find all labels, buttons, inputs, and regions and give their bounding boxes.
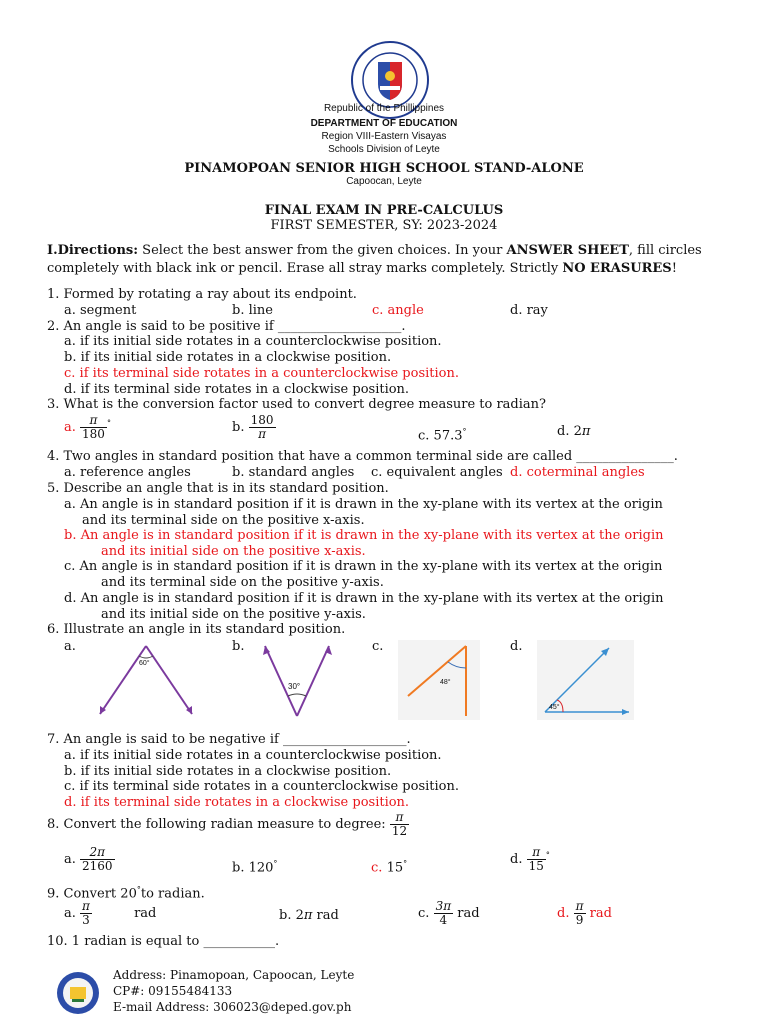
- q8-a-fraction: $\frac{2\pi}{2160}$: [82, 845, 113, 873]
- q6-label-b: b.: [232, 639, 245, 654]
- q9-option-c: c. $\frac{3\pi}{4}$ rad: [418, 899, 480, 927]
- header-division: Schools Division of Leyte: [328, 144, 440, 155]
- q6-a-angle-label: 60°: [139, 660, 150, 667]
- q4-option-a: a. reference angles: [64, 465, 191, 480]
- directions-line2: completely with black ink or pencil. Erase all stray marks completely. Strictly NO ERASURES!: [47, 261, 677, 276]
- q6-c-angle-label: 48°: [440, 679, 451, 686]
- q7-option-d: d. if its terminal side rotates in a clockwise position.: [64, 795, 410, 810]
- q5-stem: 5. Describe an angle that is in its standard position.: [47, 481, 389, 496]
- q5-option-c-line2: and its terminal side on the positive y-axis.: [101, 575, 384, 590]
- footer-phone: CP#: 09155484133: [113, 984, 233, 998]
- school-name: PINAMOPOAN SENIOR HIGH SCHOOL STAND-ALONE: [184, 161, 584, 176]
- q9-option-b: b. 2π rad: [279, 908, 339, 923]
- exam-semester: FIRST SEMESTER, SY: 2023-2024: [270, 218, 498, 233]
- q9-option-d: d. $\frac{\pi}{9}$ rad: [557, 899, 612, 927]
- q6-diagram-b: [255, 640, 340, 720]
- q1-stem: 1. Formed by rotating a ray about its endpoint.: [47, 287, 357, 302]
- directions-label: I.Directions:: [47, 243, 139, 258]
- q6-b-angle-label: 30°: [288, 682, 301, 691]
- q1-option-d: d. ray: [510, 303, 548, 318]
- q2-stem: 2. An angle is said to be positive if ___________________.: [47, 319, 406, 334]
- q4-option-d: d. coterminal angles: [510, 465, 645, 480]
- q1-option-c: c. angle: [372, 303, 424, 318]
- q7-option-b: b. if its initial side rotates in a clockwise position.: [64, 764, 392, 779]
- q3-option-b: b. $\frac{180}{\pi}$: [232, 413, 274, 441]
- q3-option-c: c. 57.3°: [418, 427, 467, 444]
- q1-option-a: a. segment: [64, 303, 137, 318]
- q5-option-d-line2: and its initial side on the positive y-axis.: [101, 607, 366, 622]
- exam-title: FINAL EXAM IN PRE-CALCULUS: [264, 203, 504, 218]
- q6-label-c: c.: [372, 639, 384, 654]
- q8-option-d: d. $\frac{\pi}{15}$ °: [510, 845, 550, 873]
- q8-stem-fraction: $\frac{\pi}{12}$: [391, 810, 408, 838]
- q5-option-d-line1: d. An angle is in standard position if it is drawn in the xy-plane with its vertex at the origin: [64, 591, 664, 606]
- q2-option-c: c. if its terminal side rotates in a counterclockwise position.: [64, 366, 460, 381]
- q9-d-fraction: $\frac{\pi}{9}$: [575, 899, 584, 927]
- q9-c-fraction: $\frac{3\pi}{4}$: [435, 899, 452, 927]
- q8-option-b: b. 120°: [232, 859, 278, 876]
- q5-option-a-line2: and its terminal side on the positive x-axis.: [82, 513, 365, 528]
- header-republic: Republic of the Phillippines: [323, 103, 445, 114]
- q6-stem: 6. Illustrate an angle in its standard position.: [47, 622, 346, 637]
- q7-option-c: c. if its terminal side rotates in a counterclockwise position.: [64, 779, 460, 794]
- q8-stem: 8. Convert the following radian measure to degree: $\frac{\pi}{12}$: [47, 810, 408, 838]
- footer-address: Address: Pinamopoan, Capoocan, Leyte: [113, 968, 355, 982]
- q8-option-a: a. $\frac{2\pi}{2160}$: [64, 845, 113, 873]
- school-logo: [56, 971, 100, 1015]
- q6-label-a: a.: [64, 639, 76, 654]
- q7-stem: 7. An angle is said to be negative if ___________________.: [47, 732, 411, 747]
- header-region: Region VIII-Eastern Visayas: [321, 131, 447, 142]
- q5-option-b-line2: and its initial side on the positive x-axis.: [101, 544, 366, 559]
- q2-option-a: a. if its initial side rotates in a counterclockwise position.: [64, 334, 442, 349]
- school-location: Capoocan, Leyte: [346, 176, 422, 187]
- q7-option-a: a. if its initial side rotates in a counterclockwise position.: [64, 748, 442, 763]
- q4-stem: 4. Two angles in standard position that have a common terminal side are called _______________.: [47, 449, 678, 464]
- q2-option-b: b. if its initial side rotates in a clockwise position.: [64, 350, 392, 365]
- q5-option-b-line1: b. An angle is in standard position if it is drawn in the xy-plane with its vertex at the origin: [64, 528, 664, 543]
- q4-option-b: b. standard angles: [232, 465, 355, 480]
- q5-option-c-line1: c. An angle is in standard position if it is drawn in the xy-plane with its vertex at the origin: [64, 559, 663, 574]
- q8-option-c: c. 15°: [371, 859, 408, 876]
- q5-option-a-line1: a. An angle is in standard position if it is drawn in the xy-plane with its vertex at the origin: [64, 497, 663, 512]
- q3-option-d: d. 2π: [557, 424, 591, 439]
- q6-diagram-a: [90, 640, 202, 720]
- q3-stem: 3. What is the conversion factor used to convert degree measure to radian?: [47, 397, 547, 412]
- q4-option-c: c. equivalent angles: [371, 465, 503, 480]
- q6-diagram-c: [398, 640, 480, 720]
- q9-stem: 9. Convert 20°to radian.: [47, 885, 205, 902]
- q3-option-a: a. $\frac{\pi}{180}$ °: [64, 413, 111, 441]
- q2-option-d: d. if its terminal side rotates in a clockwise position.: [64, 382, 410, 397]
- q8-d-fraction: $\frac{\pi}{15}$: [528, 845, 544, 873]
- q10-stem: 10. 1 radian is equal to ___________.: [47, 934, 280, 949]
- q1-option-b: b. line: [232, 303, 273, 318]
- q3-a-fraction: $\frac{\pi}{180}$: [82, 413, 105, 441]
- q6-label-d: d.: [510, 639, 523, 654]
- directions-line1: I.Directions: Select the best answer from the given choices. In your ANSWER SHEET, fill circles: [47, 243, 702, 258]
- q6-diagram-d: [537, 640, 634, 720]
- q3-b-fraction: $\frac{180}{\pi}$: [250, 413, 274, 441]
- q9-option-a: a. $\frac{\pi}{3}$ rad: [64, 899, 157, 927]
- header-department: DEPARTMENT OF EDUCATION: [310, 118, 458, 129]
- q9-a-fraction: $\frac{\pi}{3}$: [82, 899, 90, 927]
- footer-email: E-mail Address: 306023@deped.gov.ph: [113, 1000, 352, 1014]
- q6-d-angle-label: 45°: [549, 704, 560, 711]
